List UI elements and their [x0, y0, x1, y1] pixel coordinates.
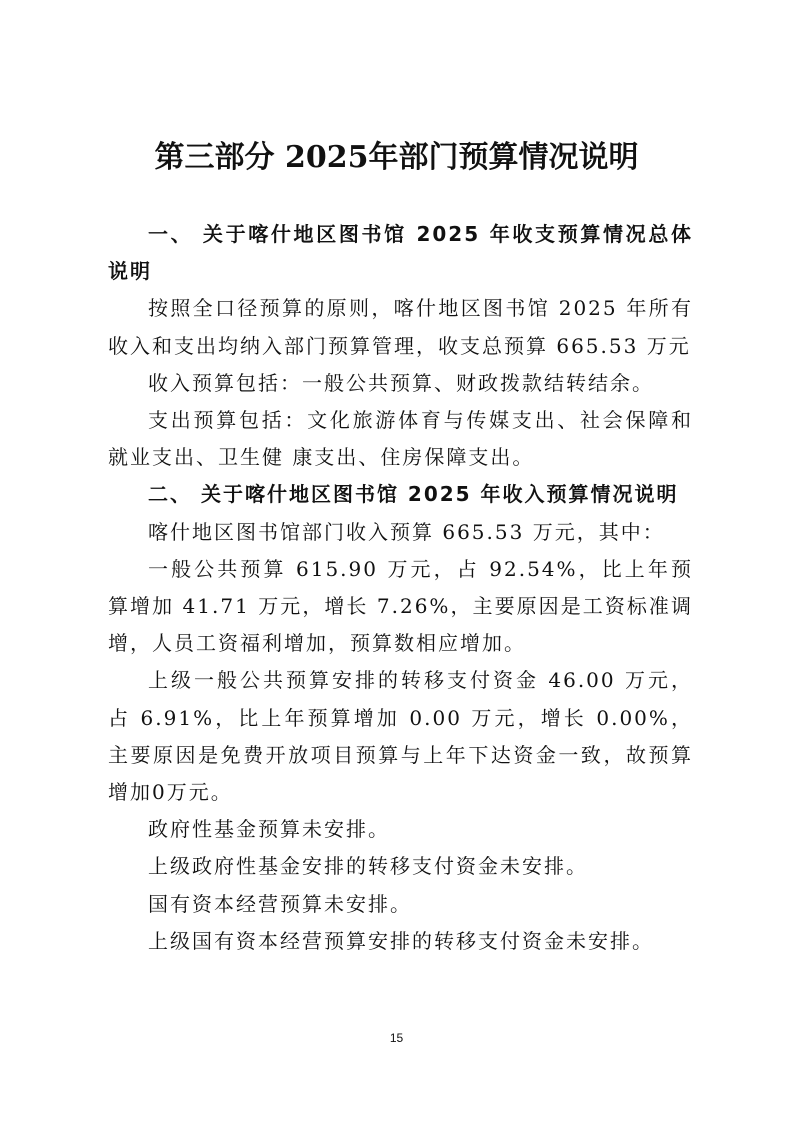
- page-title: 第三部分 2025年部门预算情况说明: [154, 140, 639, 175]
- paragraph-gov-fund: 政府性基金预算未安排。: [148, 817, 390, 842]
- section-heading-2: 二、 关于喀什地区图书馆 2025 年收入预算情况说明: [148, 482, 679, 507]
- paragraph-state-capital: 国有资本经营预算未安排。: [148, 891, 412, 916]
- document-body: [108, 216, 693, 960]
- paragraph-state-capital-transfer: 上级国有资本经营预算安排的转移支付资金未安排。: [148, 928, 654, 953]
- paragraph-budget-scope: 按照全口径预算的原则，喀什地区图书馆 2025 年所有收入和支出均纳入部门预算管理，收支总预算 665.53 万元: [108, 296, 693, 358]
- paragraph-income-items: 收入预算包括：一般公共预算、财政拨款结转结余。: [148, 370, 654, 395]
- paragraph-transfer-funds: 上级一般公共预算安排的转移支付资金 46.00 万元，占 6.91%，比上年预算增加 0.00 万元，增长 0.00%，主要原因是免费开放项目预算与上年下达资金一致，故预算增加0万元。: [108, 668, 693, 805]
- page-number: 15: [389, 1031, 404, 1045]
- paragraph-general-budget: 一般公共预算 615.90 万元，占 92.54%，比上年预算增加 41.71 万元，增长 7.26%，主要原因是工资标准调增，人员工资福利增加，预算数相应增加。: [108, 556, 693, 656]
- section-heading-1: 一、 关于喀什地区图书馆 2025 年收支预算情况总体说明: [108, 222, 693, 284]
- paragraph-gov-fund-transfer: 上级政府性基金安排的转移支付资金未安排。: [148, 854, 588, 879]
- paragraph-income-total: 喀什地区图书馆部门收入预算 665.53 万元，其中：: [148, 519, 665, 544]
- paragraph-expense-items: 支出预算包括：文化旅游体育与传媒支出、社会保障和就业支出、卫生健 康支出、住房保障支出。: [108, 408, 693, 470]
